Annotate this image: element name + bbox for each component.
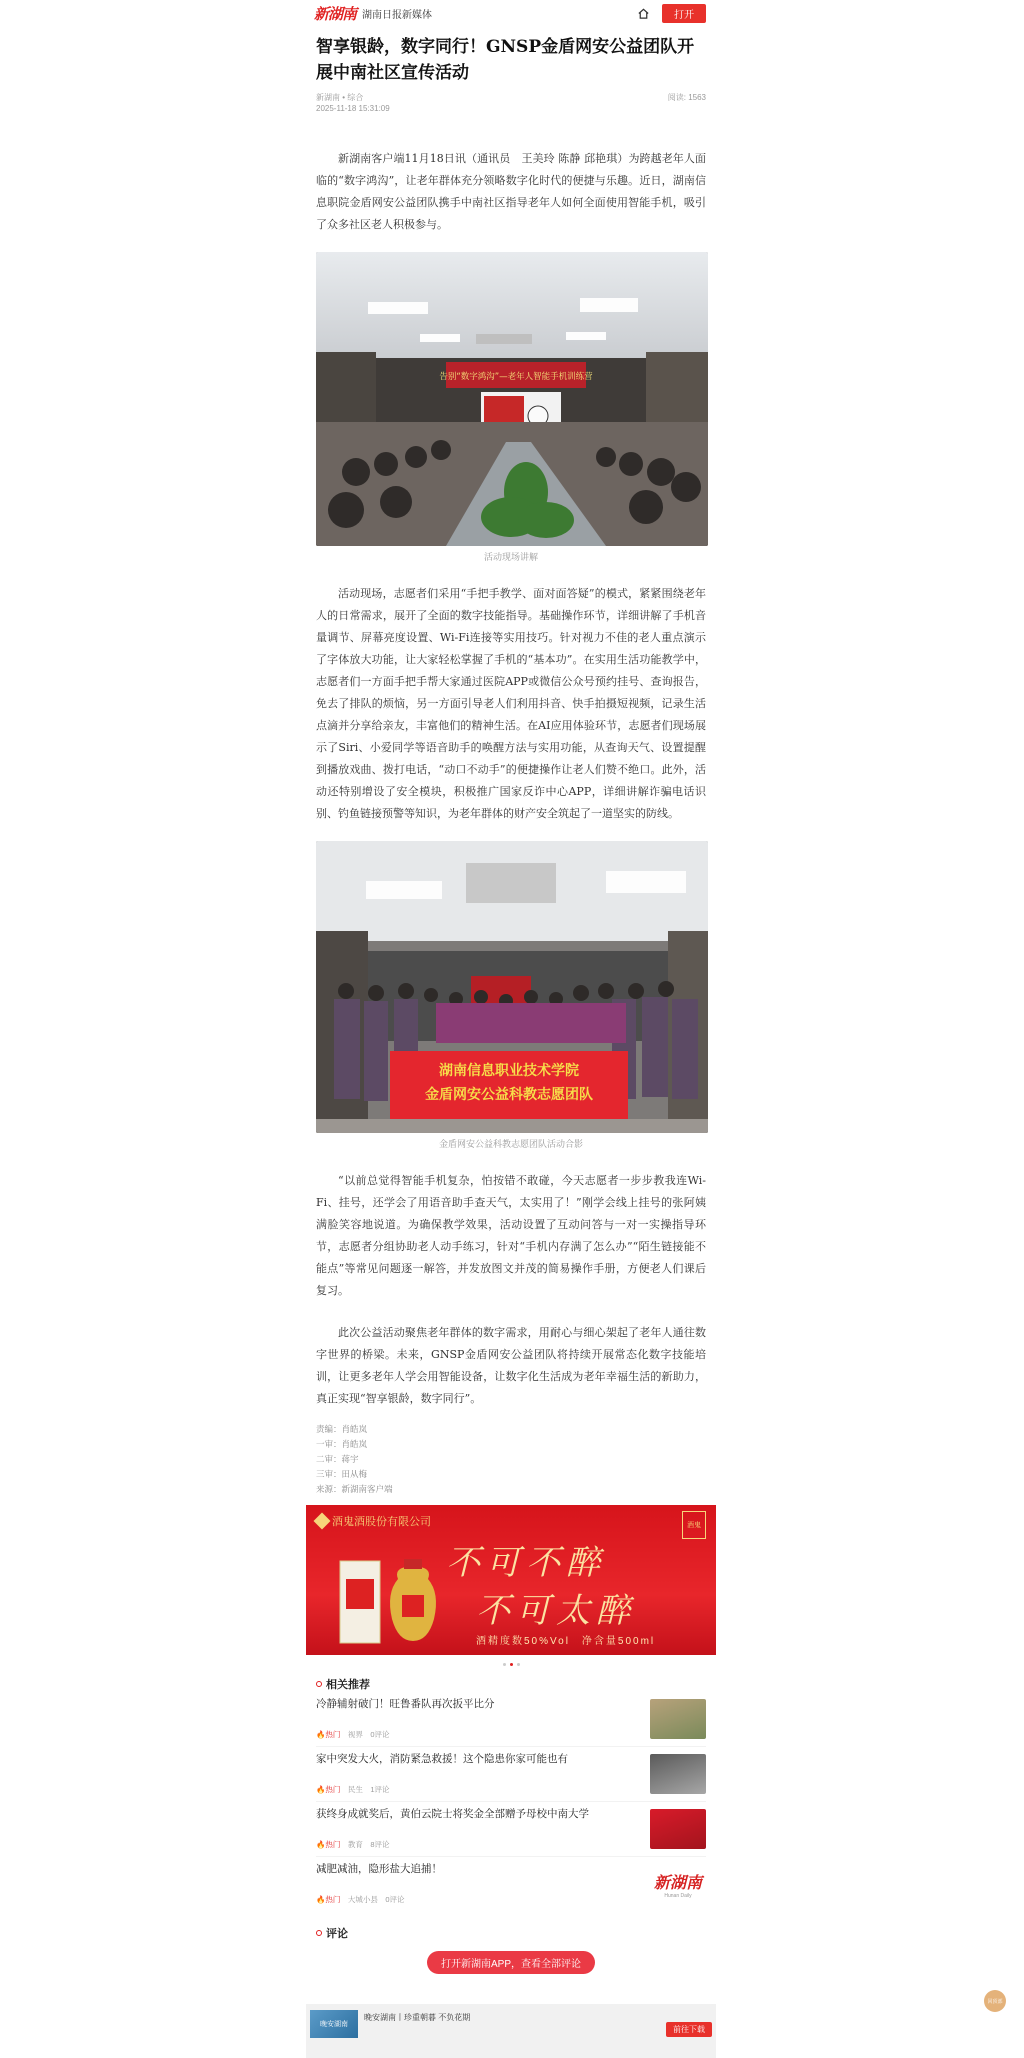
hot-tag: 热门 bbox=[325, 1840, 341, 1849]
recommend-title[interactable]: 冷静辅射破门！旺鲁番队再次扳平比分 bbox=[316, 1698, 495, 1710]
comment-count: 1评论 bbox=[370, 1785, 390, 1794]
editor-line: 责编：肖皓岚 bbox=[316, 1424, 368, 1434]
section-marker-icon bbox=[316, 1681, 322, 1687]
comments-section bbox=[316, 1925, 706, 1974]
recommend-thumbnail[interactable] bbox=[650, 1754, 706, 1794]
recommend-thumbnail[interactable] bbox=[650, 1699, 706, 1739]
download-footer-bar[interactable] bbox=[306, 2004, 716, 2058]
article-datetime: 2025-11-18 15:31:09 bbox=[316, 104, 390, 113]
photo1-caption: 活动现场讲解 bbox=[483, 552, 538, 562]
category-tag: 教育 bbox=[347, 1840, 363, 1849]
photo2-caption: 金盾网安公益科教志愿团队活动合影 bbox=[438, 1139, 583, 1149]
ad-stamp: 酒鬼 bbox=[682, 1511, 706, 1539]
group-photo[interactable] bbox=[316, 841, 708, 1133]
category-tag: 大城小县 bbox=[347, 1895, 378, 1904]
photo2-banner-line1: 湖南信息职业技术学院 bbox=[439, 1063, 579, 1079]
recommend-thumbnail-logo[interactable] bbox=[650, 1864, 706, 1904]
recommend-item[interactable] bbox=[316, 1692, 706, 1747]
thumb-logo-sub: Hunan Daily bbox=[664, 1892, 692, 1899]
editor-line: 来源：新湖南客户端 bbox=[316, 1484, 393, 1494]
article-body bbox=[306, 34, 716, 1974]
recommend-info bbox=[316, 1894, 650, 1905]
comments-heading bbox=[316, 1925, 706, 1941]
recommend-heading bbox=[316, 1676, 706, 1692]
recommend-title[interactable]: 减肥减油，隐形盐大追捕！ bbox=[316, 1863, 442, 1875]
fire-icon: 🔥 bbox=[316, 1785, 326, 1794]
recommend-item[interactable] bbox=[316, 1857, 706, 1911]
carousel-dot[interactable] bbox=[517, 1663, 520, 1666]
ad-product-image bbox=[336, 1549, 446, 1649]
recommend-info bbox=[316, 1784, 650, 1795]
paragraph-2: 活动现场，志愿者们采用“手把手教学、面对面答疑”的模式，紧紧围绕老年人的日常需求，展开了全面的数字技能指导。基础操作环节，详细讲解了手机音量调节、屏幕亮度设置、Wi-Fi连接等实用技巧。针对视力不佳的老人重点演示了字体放大功能，让大家轻松掌握了手机的“基本功”。在实用生活功能教学中，志愿者们一方面手把手帮大家通过医院APP或微信公众号预约挂号、查询报告，免去了排队的烦恼，另一方面引导老人们利用抖音、快手拍摄短视频，记录生活点滴并分享给亲友，丰富他们的精神生活。在AI应用体验环节，志愿者们现场展示了Siri、小爱同学等语音助手的唤醒方法与实用功能，从查询天气、设置提醒到播放戏曲、拨打电话，“动口不动手”的便捷操作让老人们赞不绝口。此外，活动还特别增设了安全模块，积极推广国家反诈中心APP，详细讲解诈骗电话识别、钓鱼链接预警等知识，为老年群体的财产安全筑起了一道坚实的防线。 bbox=[316, 587, 706, 820]
app-logo[interactable]: 新湖南 bbox=[314, 4, 357, 23]
fire-icon: 🔥 bbox=[316, 1730, 326, 1739]
view-all-comments-button[interactable]: 打开新湖南APP，查看全部评论 bbox=[427, 1951, 595, 1974]
editor-line: 三审：田从梅 bbox=[316, 1469, 368, 1479]
article-meta bbox=[316, 92, 706, 114]
home-icon[interactable] bbox=[636, 6, 650, 20]
ad-slogan-2: 不可太醉 bbox=[476, 1591, 636, 1631]
carousel-dots bbox=[316, 1663, 706, 1666]
recommend-item[interactable] bbox=[316, 1747, 706, 1802]
carousel-dot-active[interactable] bbox=[510, 1663, 513, 1666]
category-tag: 视界 bbox=[347, 1730, 363, 1739]
recommend-item[interactable] bbox=[316, 1802, 706, 1857]
recommend-info bbox=[316, 1839, 650, 1850]
comment-count: 8评论 bbox=[370, 1840, 390, 1849]
section-marker-icon bbox=[316, 1930, 322, 1936]
top-bar bbox=[306, 0, 716, 26]
comment-count: 0评论 bbox=[385, 1895, 405, 1904]
editor-line: 一审：肖皓岚 bbox=[316, 1439, 368, 1449]
photo1-banner-text: 告别“数字鸿沟”—老年人智能手机训练营 bbox=[439, 372, 593, 382]
recommend-thumbnail[interactable] bbox=[650, 1809, 706, 1849]
thumb-logo-text: 新湖南 bbox=[653, 1872, 702, 1892]
read-count: 阅读: 1563 bbox=[667, 93, 706, 102]
hot-tag: 热门 bbox=[325, 1730, 341, 1739]
recommend-title[interactable]: 获终身成就奖后，黄伯云院士将奖金全部赠予母校中南大学 bbox=[316, 1808, 589, 1820]
comments-heading-text: 评论 bbox=[326, 1927, 348, 1940]
ad-slogan-1: 不可不醉 bbox=[446, 1543, 606, 1583]
hot-tag: 热门 bbox=[325, 1895, 341, 1904]
download-button[interactable]: 前往下载 bbox=[666, 2022, 712, 2037]
article-title: 智享银龄，数字同行！GNSP金盾网安公益团队开展中南社区宣传活动 bbox=[316, 37, 695, 83]
article-page bbox=[306, 0, 716, 2058]
recommend-info bbox=[316, 1729, 650, 1740]
comment-count: 0评论 bbox=[370, 1730, 390, 1739]
ad-brand-icon bbox=[314, 1513, 331, 1530]
ad-banner[interactable] bbox=[306, 1505, 716, 1655]
hot-tag: 热门 bbox=[325, 1785, 341, 1794]
ad-brand-text: 酒鬼酒股份有限公司 bbox=[332, 1516, 431, 1528]
paragraph-4: 此次公益活动聚焦老年群体的数字需求，用耐心与细心架起了老年人通往数字世界的桥梁。未来，GNSP金盾网安公益团队将持续开展常态化数字技能培训，让更多老年人学会用智能设备，让数字化生活成为老年幸福生活的新助力，真正实现“智享银龄，数字同行”。 bbox=[316, 1326, 706, 1405]
ad-brand bbox=[316, 1513, 431, 1529]
activity-photo[interactable] bbox=[316, 252, 708, 546]
article-source: 新湖南 • 综合 bbox=[316, 93, 364, 102]
recommend-heading-text: 相关推荐 bbox=[326, 1678, 370, 1691]
category-tag: 民生 bbox=[347, 1785, 363, 1794]
paragraph-1: 新湖南客户端11月18日讯（通讯员 王美玲 陈静 邱艳琪）为跨越老年人面临的“数字鸿沟”，让老年群体充分领略数字化时代的便捷与乐趣。近日，湖南信息职院金盾网安公益团队携手中南社区指导老年人如何全面使用智能手机，吸引了众多社区老人积极参与。 bbox=[316, 152, 706, 231]
editor-line: 二审：蒋宇 bbox=[316, 1454, 359, 1464]
back-to-top-button[interactable]: 回顶部 bbox=[984, 1990, 1006, 2012]
footer-thumbnail[interactable]: 晚安湖南 bbox=[310, 2010, 358, 2038]
recommend-title[interactable]: 家中突发大火，消防紧急救援！这个隐患你家可能也有 bbox=[316, 1753, 568, 1765]
carousel-dot[interactable] bbox=[503, 1663, 506, 1666]
open-app-button[interactable]: 打开 bbox=[662, 4, 706, 23]
fire-icon: 🔥 bbox=[316, 1840, 326, 1849]
footer-text[interactable]: 晚安湖南丨珍重朝暮 不负花期 bbox=[364, 2013, 471, 2022]
photo2-banner-line2: 金盾网安公益科教志愿团队 bbox=[425, 1087, 593, 1103]
editor-credits bbox=[316, 1422, 706, 1497]
ad-info: 酒精度数50%Vol 净含量500ml bbox=[476, 1636, 656, 1647]
paragraph-3: “以前总觉得智能手机复杂，怕按错不敢碰，今天志愿者一步步教我连Wi-Fi、挂号，还学会了用语音助手查天气，太实用了！”刚学会线上挂号的张阿姨满脸笑容地说道。为确保教学效果，活动设置了互动问答与一对一实操指导环节，志愿者分组协助老人动手练习，针对“手机内存满了怎么办”“陌生链接能不能点”等常见问题逐一解答，并发放图文并茂的简易操作手册，方便老人们课后复习。 bbox=[316, 1174, 706, 1297]
app-subtitle: 湖南日报新媒体 bbox=[362, 9, 433, 21]
fire-icon: 🔥 bbox=[316, 1895, 326, 1904]
